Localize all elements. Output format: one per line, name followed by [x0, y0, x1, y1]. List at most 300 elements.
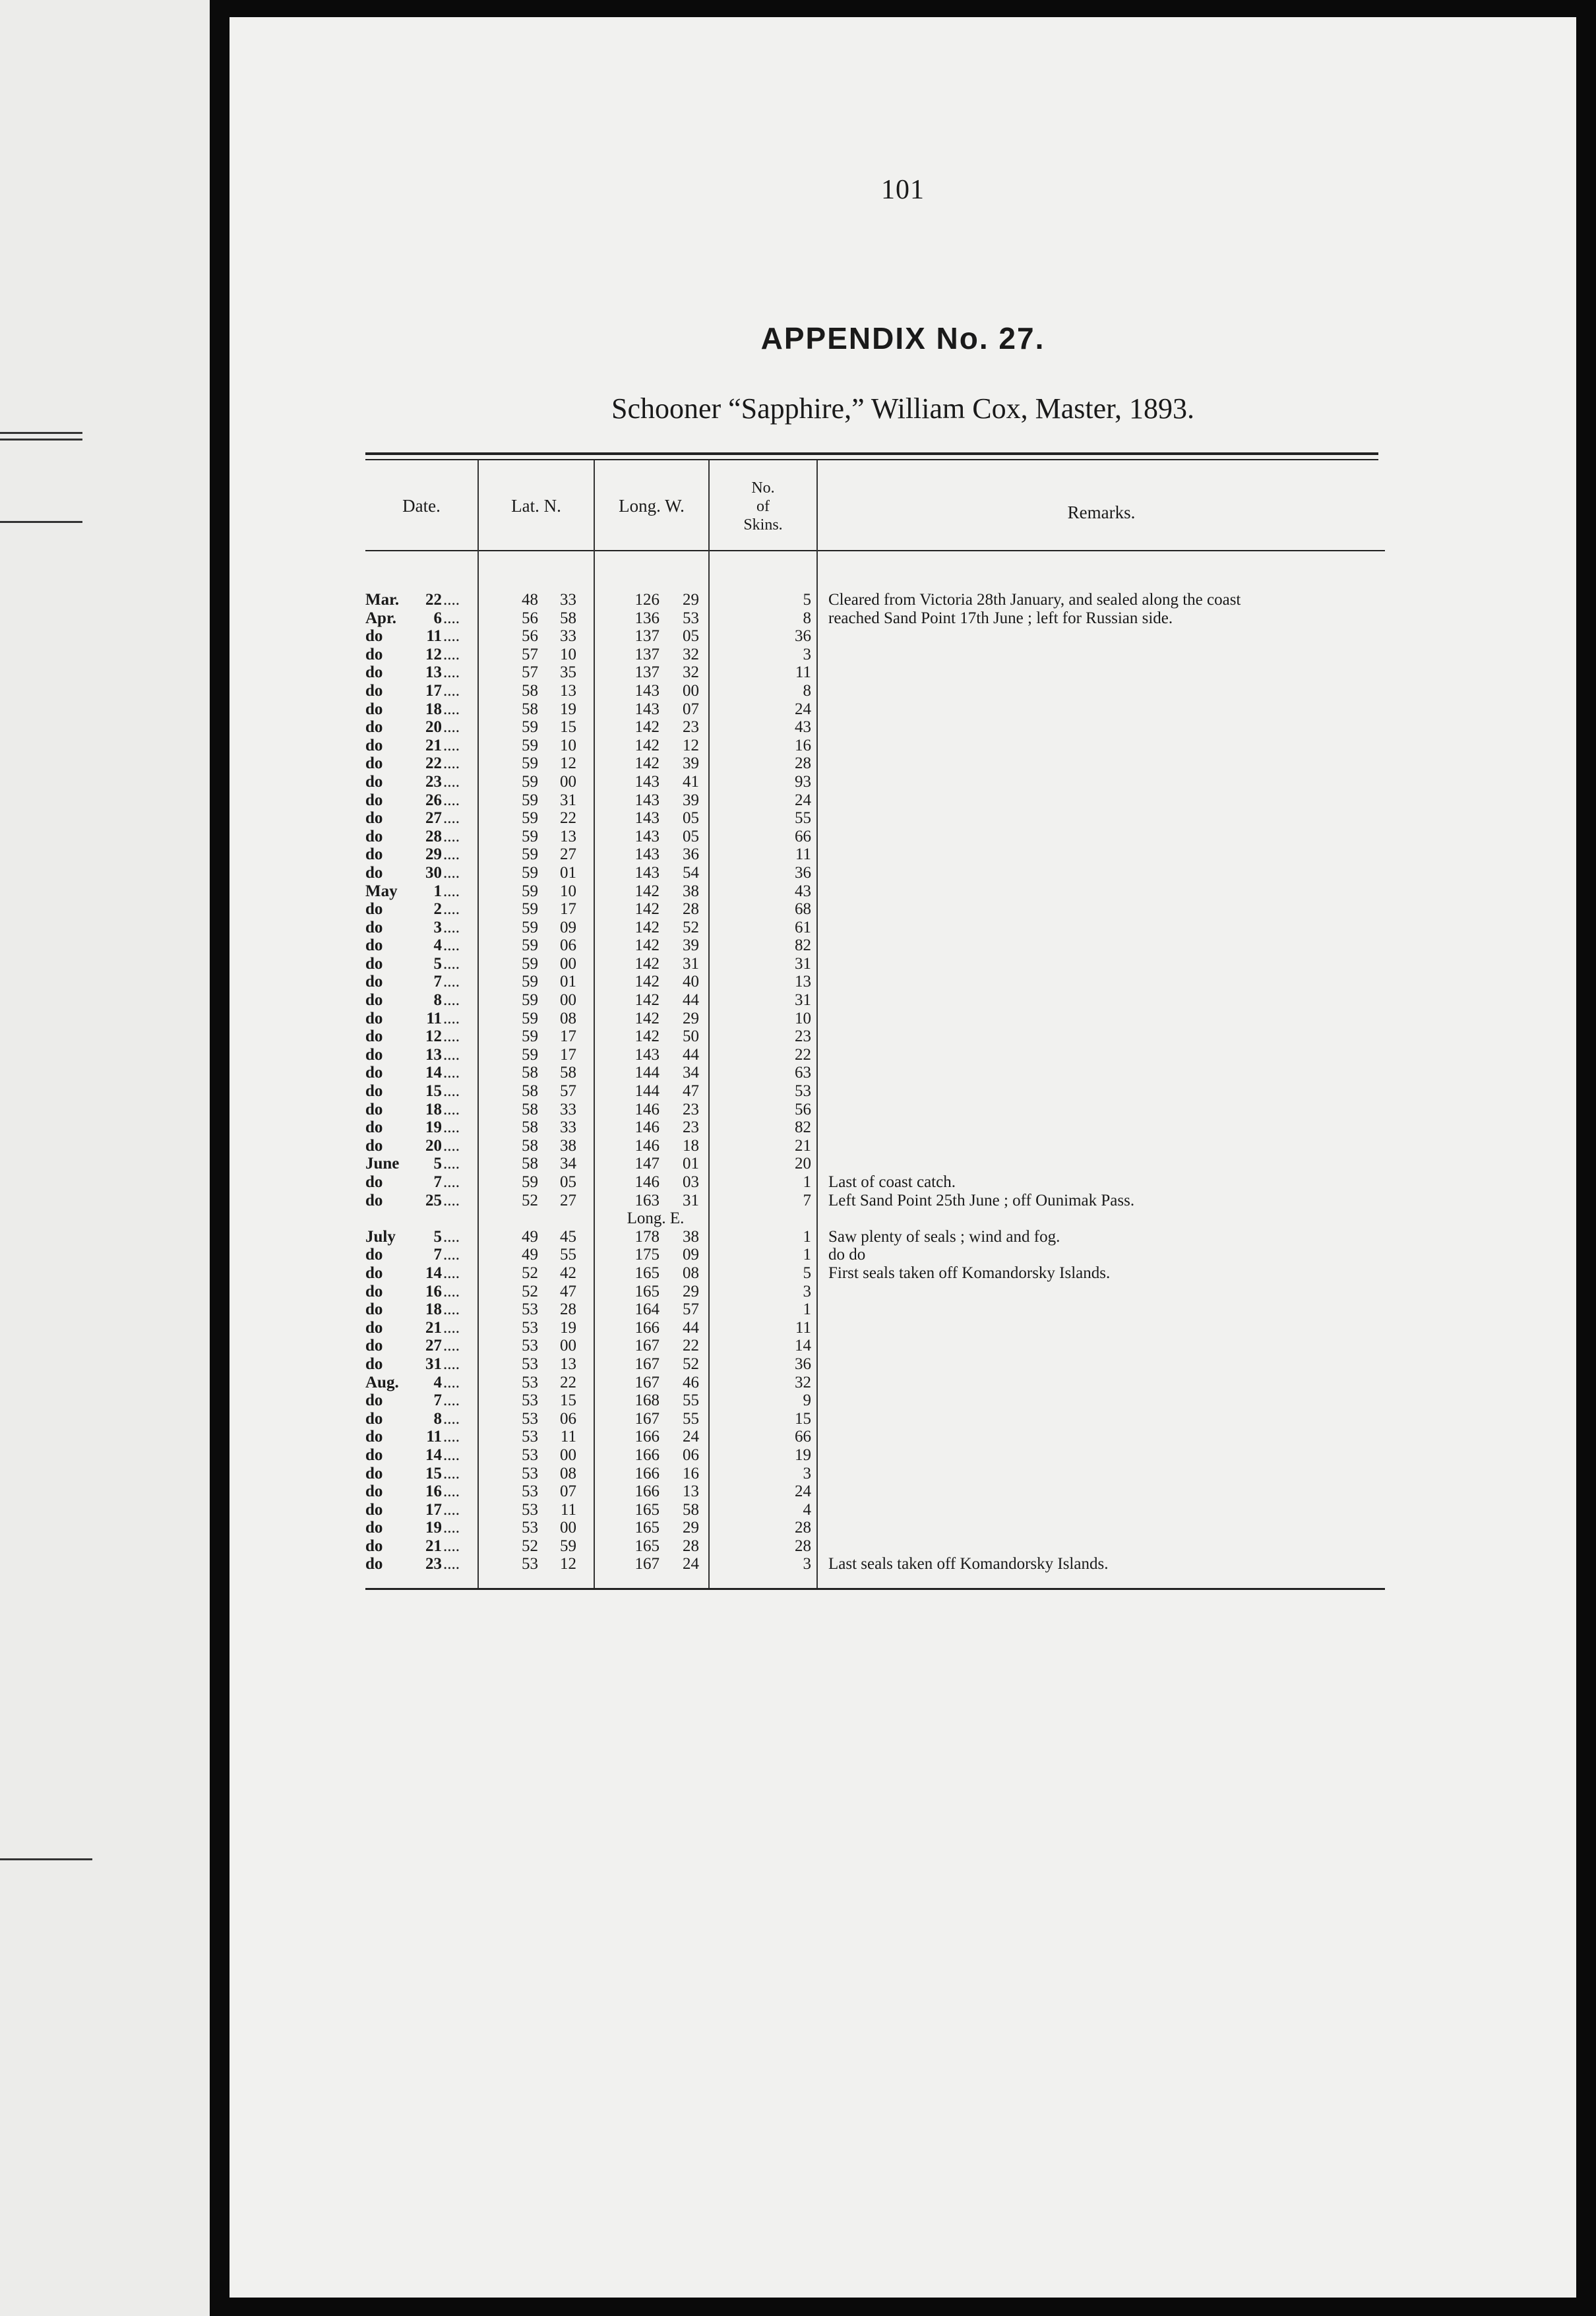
long-degrees: 167 — [634, 1337, 660, 1355]
header-skins-line: of — [756, 498, 770, 515]
lat-minutes: 31 — [560, 791, 576, 809]
lat-minutes: 10 — [560, 645, 576, 663]
date-day: 6 — [433, 609, 442, 627]
lat-minutes: 01 — [560, 863, 576, 882]
long-degrees: 142 — [634, 918, 660, 936]
date-month: do — [365, 936, 383, 955]
long-degrees: 126 — [634, 591, 660, 609]
skins-count: 4 — [803, 1500, 811, 1519]
lat-degrees: 59 — [522, 1173, 538, 1191]
table-row — [365, 1300, 1385, 1319]
remark-text: First seals taken off Komandorsky Islands. — [828, 1264, 1111, 1282]
lat-degrees: 53 — [522, 1355, 538, 1373]
header-date: Date. — [402, 496, 441, 516]
lat-minutes: 00 — [560, 991, 576, 1010]
long-degrees: 137 — [634, 645, 660, 663]
long-minutes: 13 — [683, 1482, 699, 1501]
header-skins-line: Skins. — [743, 516, 783, 533]
table-row — [365, 1027, 1385, 1046]
long-degrees: 144 — [634, 1082, 660, 1101]
lat-minutes: 15 — [560, 718, 576, 737]
long-minutes: 18 — [683, 1136, 699, 1155]
lat-degrees: 59 — [522, 991, 538, 1010]
remark-text: Last seals taken off Komandorsky Islands. — [828, 1555, 1109, 1573]
skins-count: 28 — [795, 1519, 811, 1537]
date-day: 19 — [425, 1118, 442, 1137]
skins-count: 16 — [795, 736, 811, 754]
date-month: May — [365, 882, 398, 900]
lat-degrees: 58 — [522, 1064, 538, 1082]
lat-degrees: 53 — [522, 1300, 538, 1319]
date-month: do — [365, 681, 383, 700]
date-month: do — [365, 1464, 383, 1482]
date-day: 18 — [425, 1300, 442, 1319]
lat-degrees: 53 — [522, 1464, 538, 1482]
lat-minutes: 09 — [560, 918, 576, 936]
lat-minutes: 33 — [560, 1100, 576, 1118]
skins-count: 24 — [795, 1482, 811, 1501]
lat-minutes: 11 — [560, 1428, 576, 1446]
lat-minutes: 01 — [560, 973, 576, 991]
header-skins-line: No. — [751, 479, 775, 497]
table-row — [365, 1337, 1385, 1355]
lat-minutes: 19 — [560, 700, 576, 718]
date-month: Aug. — [365, 1373, 399, 1391]
lat-minutes: 55 — [560, 1246, 576, 1264]
table-row — [365, 663, 1385, 682]
date-day: 17 — [425, 1500, 442, 1519]
leader-dots: .... — [443, 827, 460, 845]
long-degrees: 142 — [634, 973, 660, 991]
table-row — [365, 973, 1385, 991]
skins-count: 11 — [795, 663, 811, 682]
long-minutes: 57 — [683, 1300, 699, 1319]
table-top-rule — [365, 459, 1378, 460]
leader-dots: .... — [443, 1191, 460, 1209]
date-day: 30 — [425, 863, 442, 882]
leader-dots: .... — [443, 1409, 460, 1428]
table-row — [365, 882, 1385, 901]
lat-minutes: 17 — [560, 1027, 576, 1046]
table-row — [365, 682, 1385, 700]
long-degrees: 167 — [634, 1409, 660, 1428]
long-minutes: 24 — [683, 1428, 699, 1446]
date-month: do — [365, 1391, 383, 1410]
date-month: do — [365, 845, 383, 864]
date-month: do — [365, 1555, 383, 1573]
date-day: 14 — [425, 1446, 442, 1464]
long-minutes: 16 — [683, 1464, 699, 1482]
long-minutes: 29 — [683, 591, 699, 609]
lat-degrees: 57 — [522, 663, 538, 682]
leader-dots: .... — [443, 809, 460, 828]
long-minutes: 00 — [683, 681, 699, 700]
lat-degrees: 59 — [522, 845, 538, 864]
lat-degrees: 53 — [522, 1373, 538, 1391]
lat-degrees: 59 — [522, 772, 538, 791]
long-degrees: 165 — [634, 1500, 660, 1519]
long-minutes: 53 — [683, 609, 699, 627]
long-minutes: 54 — [683, 863, 699, 882]
leader-dots: .... — [443, 1355, 460, 1373]
lat-degrees: 58 — [522, 700, 538, 718]
lat-minutes: 08 — [560, 1464, 576, 1482]
long-minutes: 29 — [683, 1282, 699, 1300]
date-month: do — [365, 1537, 383, 1555]
table-row — [365, 1010, 1385, 1028]
skins-count: 14 — [795, 1337, 811, 1355]
lat-minutes: 22 — [560, 1373, 576, 1391]
lat-minutes: 35 — [560, 663, 576, 682]
long-minutes: 38 — [683, 882, 699, 900]
leader-dots: .... — [443, 1537, 460, 1555]
date-day: 29 — [425, 845, 442, 864]
leader-dots: .... — [443, 845, 460, 864]
lat-degrees: 53 — [522, 1446, 538, 1464]
long-degrees: 144 — [634, 1064, 660, 1082]
long-minutes: 32 — [683, 645, 699, 663]
lat-minutes: 45 — [560, 1227, 576, 1246]
date-month: do — [365, 1191, 383, 1209]
long-minutes: 07 — [683, 700, 699, 718]
header-remarks: Remarks. — [1067, 503, 1136, 522]
table-row — [365, 1264, 1385, 1283]
lat-minutes: 07 — [560, 1482, 576, 1501]
long-degrees: 166 — [634, 1464, 660, 1482]
long-degrees: 166 — [634, 1482, 660, 1501]
lat-minutes: 12 — [560, 1555, 576, 1573]
table-row — [365, 1101, 1385, 1119]
date-month: do — [365, 1409, 383, 1428]
date-month: do — [365, 954, 383, 973]
long-degrees: 167 — [634, 1373, 660, 1391]
leader-dots: .... — [443, 718, 460, 737]
long-minutes: 28 — [683, 900, 699, 919]
date-month: do — [365, 1500, 383, 1519]
lat-minutes: 38 — [560, 1136, 576, 1155]
leader-dots: .... — [443, 900, 460, 919]
lat-minutes: 10 — [560, 736, 576, 754]
lat-degrees: 53 — [522, 1500, 538, 1519]
lat-degrees: 53 — [522, 1555, 538, 1573]
date-month: June — [365, 1155, 400, 1173]
date-day: 8 — [433, 1409, 442, 1428]
long-degrees: 165 — [634, 1282, 660, 1300]
lat-degrees: 59 — [522, 1009, 538, 1027]
long-minutes: 22 — [683, 1337, 699, 1355]
skins-count: 5 — [803, 591, 811, 609]
lat-degrees: 59 — [522, 918, 538, 936]
table-row — [365, 1319, 1385, 1337]
date-month: do — [365, 1446, 383, 1464]
table-row — [365, 1192, 1385, 1210]
skins-count: 11 — [795, 845, 811, 864]
leader-dots: .... — [443, 1118, 460, 1137]
leader-dots: .... — [443, 791, 460, 809]
date-day: 15 — [425, 1464, 442, 1482]
lat-degrees: 48 — [522, 591, 538, 609]
date-day: 22 — [425, 591, 442, 609]
date-day: 19 — [425, 1519, 442, 1537]
leader-dots: .... — [443, 1464, 460, 1482]
leader-dots: .... — [443, 736, 460, 754]
date-month: do — [365, 1282, 383, 1300]
leader-dots: .... — [443, 627, 460, 646]
long-degrees: 146 — [634, 1173, 660, 1191]
leader-dots: .... — [443, 936, 460, 955]
date-month: do — [365, 791, 383, 809]
date-month: do — [365, 1519, 383, 1537]
date-month: do — [365, 1300, 383, 1319]
lat-degrees: 59 — [522, 900, 538, 919]
skins-count: 63 — [795, 1064, 811, 1082]
long-degrees: 163 — [634, 1191, 660, 1209]
long-minutes: 31 — [683, 1191, 699, 1209]
skins-count: 43 — [795, 718, 811, 737]
lat-minutes: 33 — [560, 1118, 576, 1137]
lat-degrees: 52 — [522, 1264, 538, 1282]
long-minutes: 29 — [683, 1009, 699, 1027]
leader-dots: .... — [443, 1027, 460, 1046]
date-day: 11 — [426, 1009, 442, 1027]
long-minutes: 08 — [683, 1264, 699, 1282]
lat-degrees: 59 — [522, 936, 538, 955]
lat-minutes: 34 — [560, 1155, 576, 1173]
long-minutes: 01 — [683, 1155, 699, 1173]
date-month: do — [365, 1045, 383, 1064]
long-degrees: 167 — [634, 1355, 660, 1373]
book-gutter — [210, 0, 230, 2316]
leader-dots: .... — [443, 1173, 460, 1191]
lat-degrees: 57 — [522, 645, 538, 663]
date-month: do — [365, 772, 383, 791]
long-degrees: 136 — [634, 609, 660, 627]
lat-minutes: 06 — [560, 1409, 576, 1428]
lat-minutes: 00 — [560, 1446, 576, 1464]
skins-count: 66 — [795, 1428, 811, 1446]
lat-minutes: 27 — [560, 845, 576, 864]
long-degrees: 166 — [634, 1428, 660, 1446]
skins-count: 1 — [803, 1173, 811, 1191]
header-skins — [710, 479, 816, 534]
skins-count: 22 — [795, 1045, 811, 1064]
skins-count: 8 — [803, 681, 811, 700]
lat-degrees: 59 — [522, 1045, 538, 1064]
long-degrees: 143 — [634, 845, 660, 864]
table-row — [365, 1410, 1385, 1428]
skins-count: 36 — [795, 863, 811, 882]
lat-degrees: 58 — [522, 681, 538, 700]
appendix-title: APPENDIX No. 27. — [760, 321, 1045, 355]
skins-count: 15 — [795, 1409, 811, 1428]
table-row — [365, 1374, 1385, 1392]
lat-minutes: 17 — [560, 900, 576, 919]
long-minutes: 09 — [683, 1246, 699, 1264]
leader-dots: .... — [443, 1082, 460, 1101]
date-day: 27 — [425, 1337, 442, 1355]
long-minutes: 39 — [683, 754, 699, 773]
lat-degrees: 59 — [522, 718, 538, 737]
lat-minutes: 00 — [560, 1337, 576, 1355]
table-row — [365, 1137, 1385, 1155]
skins-count: 10 — [795, 1009, 811, 1027]
leader-dots: .... — [443, 1391, 460, 1410]
lat-minutes: 28 — [560, 1300, 576, 1319]
long-minutes: 52 — [683, 918, 699, 936]
facing-page-edge — [0, 0, 210, 2316]
skins-count: 23 — [795, 1027, 811, 1046]
long-degrees: 147 — [634, 1155, 660, 1173]
long-minutes: 52 — [683, 1355, 699, 1373]
skins-count: 36 — [795, 627, 811, 646]
lat-degrees: 59 — [522, 827, 538, 845]
lat-minutes: 00 — [560, 954, 576, 973]
date-month: do — [365, 973, 383, 991]
table-row — [365, 1246, 1385, 1264]
long-minutes: 36 — [683, 845, 699, 864]
document-subtitle: Schooner “Sapphire,” William Cox, Master, 1893. — [611, 392, 1195, 425]
long-degrees: 142 — [634, 1027, 660, 1046]
date-day: 13 — [425, 663, 442, 682]
date-day: 1 — [433, 882, 442, 900]
long-minutes: 55 — [683, 1391, 699, 1410]
skins-count: 5 — [803, 1264, 811, 1282]
leader-dots: .... — [443, 1482, 460, 1501]
table-row — [365, 1501, 1385, 1519]
long-degrees: 142 — [634, 754, 660, 773]
skins-count: 20 — [795, 1155, 811, 1173]
table-row — [365, 900, 1385, 919]
long-degrees: 142 — [634, 718, 660, 737]
date-day: 5 — [433, 954, 442, 973]
table-row — [365, 828, 1385, 846]
leader-dots: .... — [443, 1246, 460, 1264]
long-minutes: 44 — [683, 1318, 699, 1337]
lat-minutes: 13 — [560, 1355, 576, 1373]
lat-minutes: 17 — [560, 1045, 576, 1064]
table-row — [365, 955, 1385, 973]
date-day: 8 — [433, 991, 442, 1010]
leader-dots: .... — [443, 1300, 460, 1319]
date-month: do — [365, 1264, 383, 1282]
date-day: 23 — [425, 1555, 442, 1573]
long-degrees: 143 — [634, 1045, 660, 1064]
table-row — [365, 1465, 1385, 1483]
date-day: 4 — [433, 936, 442, 955]
skins-count: 82 — [795, 936, 811, 955]
date-month: do — [365, 918, 383, 936]
leader-dots: .... — [443, 1064, 460, 1082]
table-row — [365, 1555, 1385, 1573]
long-minutes: 44 — [683, 1045, 699, 1064]
long-minutes: 55 — [683, 1409, 699, 1428]
table-row — [365, 809, 1385, 828]
lat-degrees: 53 — [522, 1428, 538, 1446]
header-long: Long. W. — [619, 496, 685, 516]
date-day: 21 — [425, 1318, 442, 1337]
leader-dots: .... — [443, 609, 460, 627]
table-row — [365, 718, 1385, 737]
date-month: do — [365, 700, 383, 718]
leader-dots: .... — [443, 1155, 460, 1173]
date-month: Mar. — [365, 591, 400, 609]
lat-minutes: 27 — [560, 1191, 576, 1209]
skins-count: 3 — [803, 1555, 811, 1573]
lat-minutes: 13 — [560, 827, 576, 845]
date-day: 7 — [433, 973, 442, 991]
date-day: 27 — [425, 809, 442, 828]
date-day: 16 — [425, 1482, 442, 1501]
long-e-label: Long. E. — [627, 1209, 685, 1228]
date-month: do — [365, 1064, 383, 1082]
date-day: 16 — [425, 1282, 442, 1300]
skins-count: 53 — [795, 1082, 811, 1101]
leader-dots: .... — [443, 918, 460, 936]
date-month: July — [365, 1227, 396, 1246]
lat-degrees: 59 — [522, 863, 538, 882]
date-month: do — [365, 1337, 383, 1355]
table-header-rule — [365, 550, 1385, 551]
lat-degrees: 52 — [522, 1537, 538, 1555]
skins-count: 28 — [795, 754, 811, 773]
lat-degrees: 59 — [522, 973, 538, 991]
long-minutes: 47 — [683, 1082, 699, 1101]
lat-degrees: 58 — [522, 1118, 538, 1137]
lat-degrees: 53 — [522, 1337, 538, 1355]
skins-count: 3 — [803, 1282, 811, 1300]
skins-count: 43 — [795, 882, 811, 900]
date-month: do — [365, 1173, 383, 1191]
leader-dots: .... — [443, 1318, 460, 1337]
date-month: do — [365, 1082, 383, 1101]
date-month: do — [365, 663, 383, 682]
remark-text: reached Sand Point 17th June ; left for Russian side. — [828, 609, 1173, 627]
lat-degrees: 49 — [522, 1246, 538, 1264]
lat-minutes: 12 — [560, 754, 576, 773]
long-minutes: 50 — [683, 1027, 699, 1046]
long-e-subheader-row — [365, 1209, 1385, 1228]
long-degrees: 142 — [634, 991, 660, 1010]
date-day: 14 — [425, 1264, 442, 1282]
table-row — [365, 754, 1385, 773]
leader-dots: .... — [443, 1337, 460, 1355]
lat-degrees: 56 — [522, 609, 538, 627]
leader-dots: .... — [443, 1227, 460, 1246]
table-row — [365, 936, 1385, 955]
long-minutes: 34 — [683, 1064, 699, 1082]
long-degrees: 142 — [634, 882, 660, 900]
leader-dots: .... — [443, 1100, 460, 1118]
long-degrees: 143 — [634, 700, 660, 718]
long-minutes: 39 — [683, 936, 699, 955]
leader-dots: .... — [443, 663, 460, 682]
skins-count: 36 — [795, 1355, 811, 1373]
long-degrees: 143 — [634, 809, 660, 828]
date-month: do — [365, 1246, 383, 1264]
long-degrees: 137 — [634, 663, 660, 682]
leader-dots: .... — [443, 1500, 460, 1519]
facing-page-rule — [0, 439, 82, 441]
date-month: do — [365, 809, 383, 828]
table-row — [365, 700, 1385, 719]
remark-text: Left Sand Point 25th June ; off Ounimak Pass. — [828, 1191, 1135, 1209]
table-row — [365, 1428, 1385, 1446]
date-month: do — [365, 627, 383, 646]
skins-count: 8 — [803, 609, 811, 627]
long-minutes: 39 — [683, 791, 699, 809]
skins-count: 66 — [795, 827, 811, 845]
lat-degrees: 59 — [522, 954, 538, 973]
